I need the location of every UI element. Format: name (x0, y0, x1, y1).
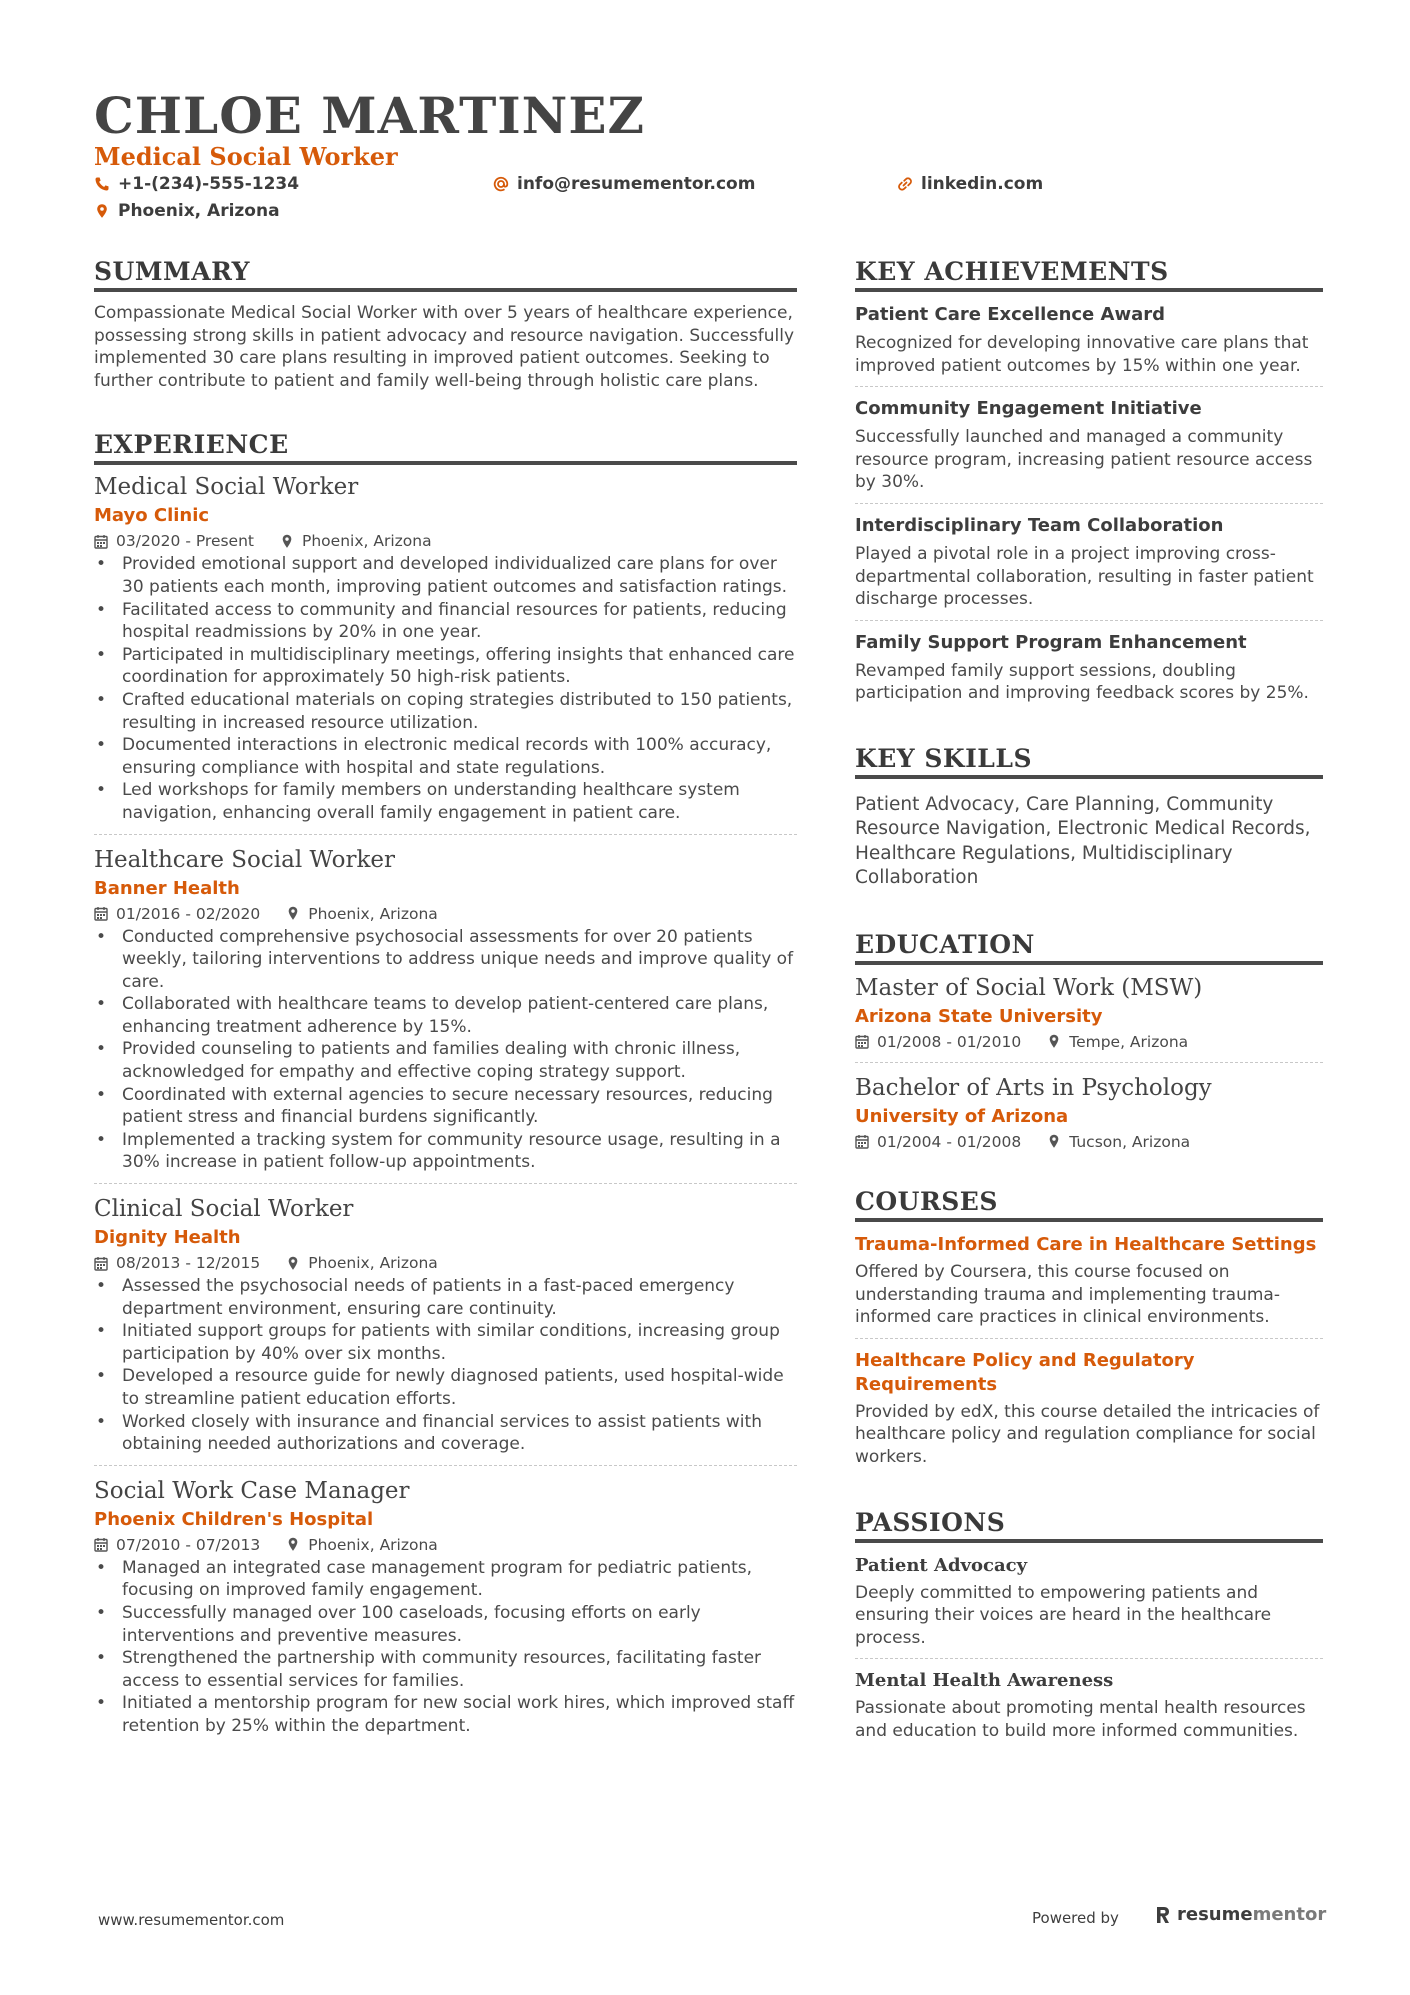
course-item (855, 1349, 1323, 1469)
skills-section (855, 743, 1323, 891)
passions-heading: PASSIONS (855, 1507, 1323, 1543)
list-item: • Crafted educational materials on coping strategies distributed to 150 patients, resulting in increased resource utilization. (94, 689, 797, 734)
education-meta (855, 1031, 1323, 1053)
passion-title: Mental Health Awareness (855, 1670, 1114, 1692)
experience-heading: EXPERIENCE (94, 429, 797, 465)
job-entry (94, 472, 797, 824)
passion-title: Patient Advocacy (855, 1554, 1028, 1576)
course-title: Trauma-Informed Care in Healthcare Settings (855, 1233, 1317, 1255)
divider (94, 1183, 797, 1184)
divider (855, 1338, 1323, 1339)
location-pin-icon (286, 906, 300, 921)
contact-phone (94, 173, 299, 195)
job-meta (94, 530, 797, 552)
job-location-text: Phoenix, Arizona (302, 532, 432, 551)
job-title: Healthcare Social Worker (94, 846, 395, 873)
list-item: • Initiated support groups for patients with similar conditions, increasing group participation by 40% over six months. (94, 1320, 797, 1365)
list-item: • Participated in multidisciplinary meetings, offering insights that enhanced care coordination for approximately 50 high-risk patients. (94, 644, 797, 689)
course-text: Provided by edX, this course detailed the intricacies of healthcare policy and regulation compliance for social workers. (855, 1401, 1320, 1467)
divider (94, 1465, 797, 1466)
education-location (1047, 1131, 1190, 1153)
location-pin-icon (94, 203, 110, 219)
education-location-text: Tucson, Arizona (1069, 1132, 1191, 1151)
job-location (286, 1252, 438, 1274)
brand-logo[interactable] (1155, 1904, 1326, 1925)
job-location (280, 530, 432, 552)
divider (855, 503, 1323, 504)
achievement-text: Played a pivotal role in a project improving cross-departmental collaboration, resulting in faster patient discharge processes. (855, 543, 1314, 610)
passion-item (855, 1554, 1323, 1650)
passion-text: Deeply committed to empowering patients and ensuring their voices are heard in the healthcare process. (855, 1582, 1272, 1648)
job-meta (94, 1252, 797, 1274)
courses-section (855, 1186, 1323, 1469)
footer-website[interactable]: www.resumementor.com (98, 1911, 285, 1929)
footer-powered-by: Powered by (1032, 1909, 1119, 1927)
achievement-title: Community Engagement Initiative (855, 398, 1202, 420)
job-location (286, 1534, 438, 1556)
location-pin-icon (1047, 1134, 1061, 1149)
location-pin-icon (1047, 1034, 1061, 1049)
divider (855, 386, 1323, 387)
location-text: Phoenix, Arizona (118, 201, 280, 221)
job-dates-text: 03/2020 - Present (116, 532, 254, 551)
job-entry (94, 845, 797, 1175)
achievement-title: Interdisciplinary Team Collaboration (855, 514, 1224, 536)
job-bullets (94, 926, 797, 1175)
passion-text: Passionate about promoting mental health resources and education to build more informed communities. (855, 1698, 1306, 1741)
job-company: Banner Health (94, 877, 240, 899)
education-dates-text: 01/2008 - 01/2010 (877, 1032, 1022, 1051)
achievement-text: Revamped family support sessions, doubling participation and improving feedback scores by 25%. (855, 660, 1309, 704)
summary-text: Compassionate Medical Social Worker with over 5 years of healthcare experience, possessing strong skills in patient advocacy and resource navigation. Successfully implemented 30 care plans resulting in improved patient outcomes. Seeking to further contribute to patient and family well-being through holistic care plans. (94, 303, 795, 391)
skills-heading: KEY SKILLS (855, 743, 1323, 779)
brand-name-part-2: mentor (1252, 1904, 1327, 1925)
phone-icon (94, 176, 110, 192)
achievement-title: Patient Care Excellence Award (855, 304, 1165, 325)
job-company: Phoenix Children's Hospital (94, 1508, 374, 1530)
job-location (286, 903, 438, 925)
list-item: • Assessed the psychosocial needs of patients in a fast-paced emergency department environment, ensuring care continuity. (94, 1275, 797, 1320)
experience-section (94, 429, 797, 1737)
linkedin-text: linkedin.com (921, 174, 1044, 194)
job-entry (94, 1476, 797, 1738)
job-location-text: Phoenix, Arizona (308, 1254, 438, 1273)
list-item: • Collaborated with healthcare teams to develop patient-centered care plans, enhancing treatment adherence by 15%. (94, 993, 797, 1038)
location-pin-icon (286, 1256, 300, 1271)
job-dates-text: 01/2016 - 02/2020 (116, 904, 261, 923)
passions-section (855, 1507, 1323, 1743)
list-item: • Implemented a tracking system for community resource usage, resulting in a 30% increase in patient follow-up appointments. (94, 1129, 797, 1174)
candidate-title: Medical Social Worker (94, 142, 398, 171)
job-bullets (94, 1275, 797, 1456)
calendar-icon (94, 1537, 108, 1552)
list-item: • Managed an integrated case management program for pediatric patients, focusing on improved family engagement. (94, 1557, 797, 1602)
job-meta (94, 1534, 797, 1556)
job-title: Clinical Social Worker (94, 1196, 354, 1223)
divider (855, 1062, 1323, 1063)
achievements-section (855, 256, 1323, 705)
at-icon (493, 176, 509, 192)
list-item: • Led workshops for family members on understanding healthcare system navigation, enhancing overall family engagement in patient care. (94, 779, 797, 824)
achievements-heading: KEY ACHIEVEMENTS (855, 256, 1323, 292)
job-company: Mayo Clinic (94, 505, 210, 527)
education-meta (855, 1131, 1323, 1153)
course-title: Healthcare Policy and Regulatory Requirements (855, 1349, 1195, 1395)
calendar-icon (855, 1034, 869, 1049)
list-item: • Developed a resource guide for newly diagnosed patients, used hospital-wide to streamline patient education efforts. (94, 1365, 797, 1410)
job-meta (94, 903, 797, 925)
divider (855, 1658, 1323, 1659)
job-bullets (94, 553, 797, 824)
job-dates (94, 1534, 260, 1556)
location-pin-icon (280, 534, 294, 549)
education-dates (855, 1031, 1021, 1053)
list-item: • Documented interactions in electronic medical records with 100% accuracy, ensuring compliance with hospital and state regulations. (94, 734, 797, 779)
education-item (855, 973, 1323, 1053)
job-dates (94, 530, 254, 552)
education-location-text: Tempe, Arizona (1069, 1032, 1189, 1051)
email-text: info@resumementor.com (517, 174, 756, 194)
education-item (855, 1073, 1323, 1153)
list-item: • Conducted comprehensive psychosocial assessments for over 20 patients weekly, tailoring interventions to address unique needs and improve quality of care. (94, 926, 797, 994)
list-item: • Worked closely with insurance and financial services to assist patients with obtaining needed authorizations and coverage. (94, 1411, 797, 1456)
job-dates-text: 07/2010 - 07/2013 (116, 1535, 261, 1554)
candidate-name: CHLOE MARTINEZ (94, 86, 645, 145)
school-name: University of Arizona (855, 1105, 1069, 1127)
job-entry (94, 1194, 797, 1456)
education-dates (855, 1131, 1021, 1153)
list-item: • Strengthened the partnership with community resources, facilitating faster access to essential services for families. (94, 1647, 797, 1692)
list-item: • Successfully managed over 100 caseloads, focusing efforts on early interventions and preventive measures. (94, 1602, 797, 1647)
calendar-icon (94, 1256, 108, 1271)
degree-title: Bachelor of Arts in Psychology (855, 1074, 1212, 1101)
degree-title: Master of Social Work (MSW) (855, 974, 1203, 1001)
achievement-item (855, 303, 1323, 377)
right-column (855, 256, 1323, 1742)
job-dates-text: 08/2013 - 12/2015 (116, 1254, 261, 1273)
left-column (94, 256, 797, 1738)
list-item: • Initiated a mentorship program for new social work hires, which improved staff retention by 25% within the department. (94, 1692, 797, 1737)
list-item: • Provided counseling to patients and families dealing with chronic illness, acknowledged for empathy and effective coping strategy support. (94, 1038, 797, 1083)
contact-linkedin[interactable] (897, 173, 1043, 195)
job-company: Dignity Health (94, 1227, 241, 1249)
education-location (1047, 1031, 1188, 1053)
job-dates (94, 903, 260, 925)
calendar-icon (94, 906, 108, 921)
location-pin-icon (286, 1537, 300, 1552)
achievement-item (855, 397, 1323, 494)
skills-text: Patient Advocacy, Care Planning, Community Resource Navigation, Electronic Medical Records, Healthcare Regulations, Multidisciplinary Collaboration (855, 793, 1311, 889)
course-text: Offered by Coursera, this course focused on understanding trauma and implementing trauma-informed care practices in clinical environments. (855, 1261, 1280, 1328)
job-bullets (94, 1557, 797, 1738)
resumementor-logo-icon (1155, 1905, 1171, 1925)
phone-text: +1-(234)-555-1234 (118, 174, 300, 194)
achievement-item (855, 631, 1323, 705)
school-name: Arizona State University (855, 1005, 1103, 1027)
calendar-icon (94, 534, 108, 549)
course-item (855, 1233, 1323, 1329)
list-item: • Facilitated access to community and financial resources for patients, reducing hospital readmissions by 20% in one year. (94, 599, 797, 644)
summary-heading: SUMMARY (94, 256, 797, 292)
list-item: • Provided emotional support and developed individualized care plans for over 30 patients each month, improving patient outcomes and satisfaction ratings. (94, 553, 797, 598)
link-icon (897, 176, 913, 192)
brand-name-part-1: resume (1177, 1904, 1253, 1925)
achievement-title: Family Support Program Enhancement (855, 631, 1247, 653)
education-dates-text: 01/2004 - 01/2008 (877, 1132, 1022, 1151)
divider (94, 834, 797, 835)
divider (855, 620, 1323, 621)
calendar-icon (855, 1134, 869, 1149)
job-title: Social Work Case Manager (94, 1477, 410, 1504)
job-title: Medical Social Worker (94, 474, 359, 501)
courses-heading: COURSES (855, 1186, 1323, 1222)
job-dates (94, 1252, 260, 1274)
passion-item (855, 1669, 1323, 1742)
achievement-text: Successfully launched and managed a community resource program, increasing patient resource access by 30%. (855, 427, 1313, 493)
job-location-text: Phoenix, Arizona (308, 1535, 438, 1554)
education-section (855, 929, 1323, 1153)
achievement-item (855, 514, 1323, 611)
summary-section (94, 256, 797, 392)
contact-location (94, 200, 280, 222)
education-heading: EDUCATION (855, 929, 1323, 965)
achievement-text: Recognized for developing innovative care plans that improved patient outcomes by 15% within one year. (855, 333, 1309, 376)
list-item: • Coordinated with external agencies to secure necessary resources, reducing patient stress and financial burdens significantly. (94, 1084, 797, 1129)
contact-email[interactable] (493, 173, 755, 195)
job-location-text: Phoenix, Arizona (308, 904, 438, 923)
